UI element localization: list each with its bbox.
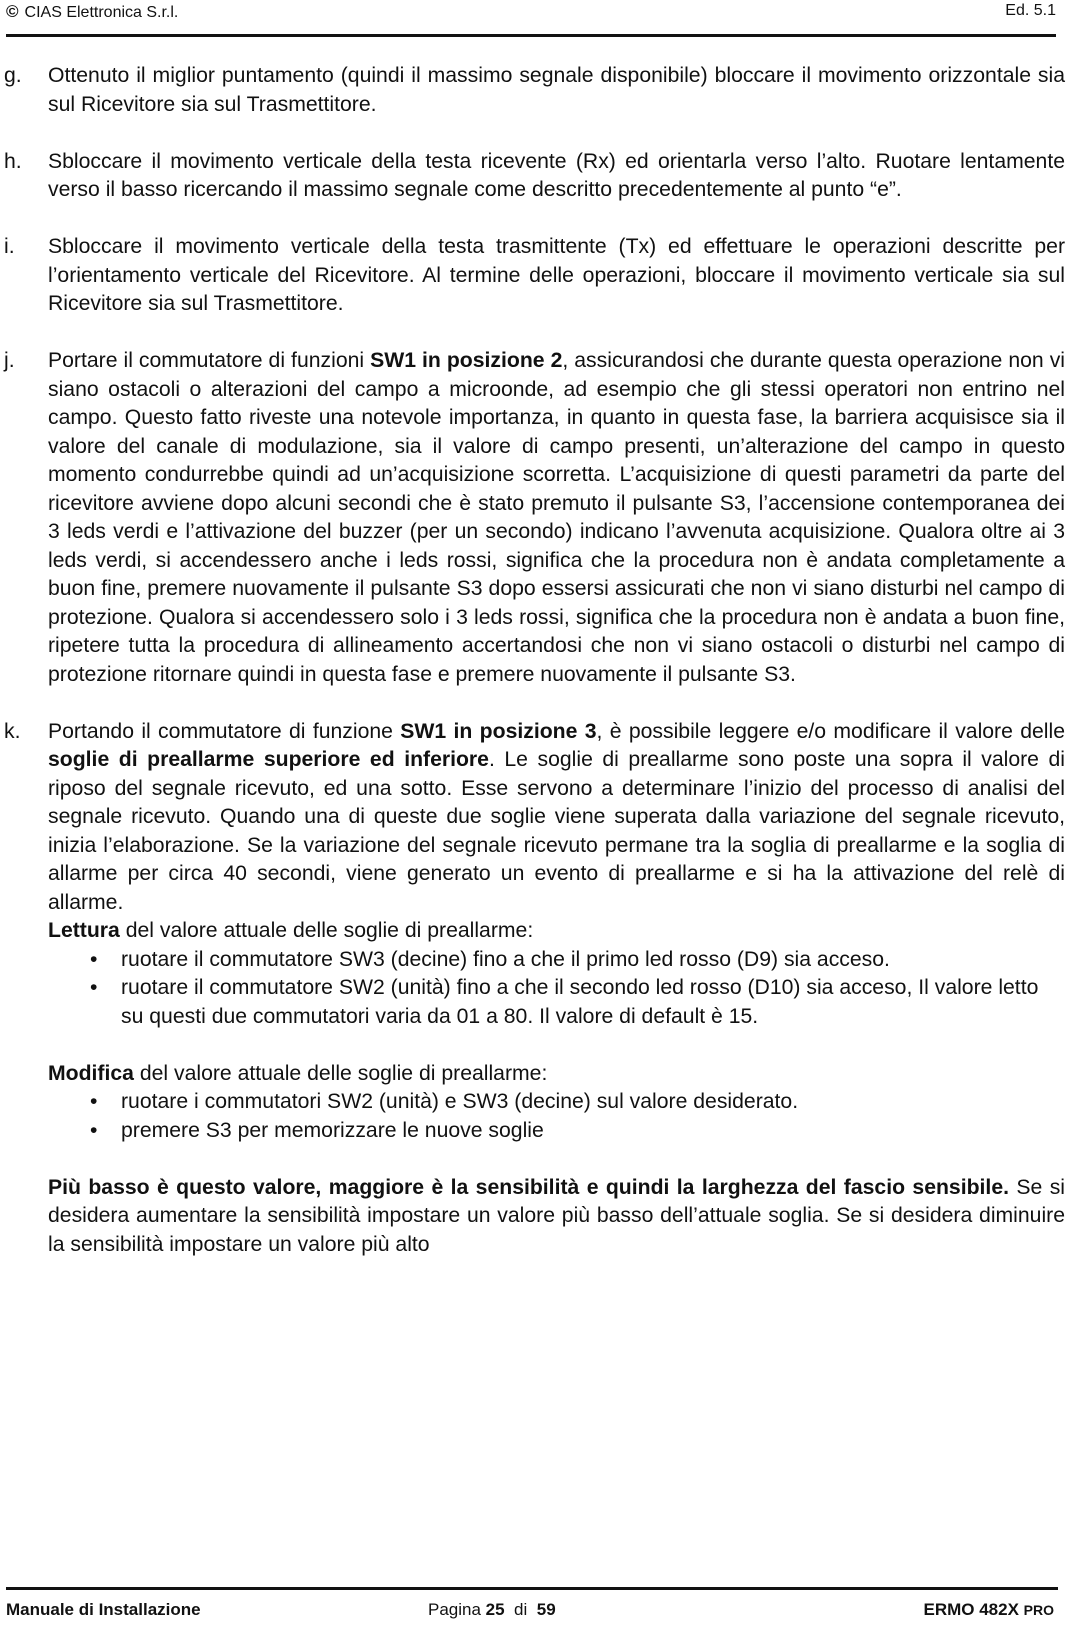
bullet-icon: •: [90, 1090, 98, 1113]
item-label: i.: [4, 235, 15, 258]
bullet-icon: •: [90, 976, 98, 999]
bullet-icon: •: [90, 1118, 98, 1142]
item-text: Portare il commutatore di funzioni SW1 in posizione 2, assicurandosi che durante questa operazione non vi siano ostacoli o alterazioni del campo a microonde, ad esempio che gli stessi operatori non entrino nel campo. Questo fatto riveste una notevole importanza, in quanto in questa fase, la barriera acquisisce sia il valore del canale di modulazione, sia il valore di campo presenti, un’alterazione del campo in questo momento condurrebbe quindi ad un’acquisizione scorretta. L’acquisizione di questi parametri da parte del ricevitore avviene dopo alcuni secondi che è stato premuto il pulsante S3, l’accensione contemporanea dei 3 leds verdi e l’attivazione del buzzer (per un secondo) indicano l’avvenuta acquisizione. Qualora oltre ai 3 leds verdi, si accendessero anche i leds rossi, significa che la procedura non è andata completamente a buon fine, premere nuovamente il pulsante S3 dopo essersi assicurati che non vi siano disturbi nel campo di protezione. Qualora si accendessero solo i 3 leds rossi, significa che la procedura non è andata a buon fine, ripetere tutta la procedura di allineamento accertandosi che non vi siano ostacoli o disturbi nel campo di protezione ritornare quindi in questa fase e premere nuovamente il pulsante S3.: [48, 349, 1066, 686]
page-footer: [6, 1587, 1058, 1631]
prealarm-thresholds: soglie di preallarme superiore ed inferiore: [48, 748, 489, 771]
sw1-position-2: SW1 in posizione 2: [370, 349, 563, 372]
product-name: ERMO 482X PRO: [923, 1600, 1054, 1619]
list-item-g: [0, 62, 1065, 119]
header-company: [6, 2, 178, 22]
modifica-heading: Modifica del valore attuale delle soglie di preallarme:: [48, 1061, 548, 1085]
bullet-item: • ruotare i commutatori SW2 (unità) e SW3 (decine) sul valore desiderato.: [48, 1088, 1065, 1117]
sw1-position-3: SW1 in posizione 3: [400, 719, 597, 743]
modifica-bullets: [48, 1088, 1065, 1145]
item-label: k.: [4, 719, 21, 743]
page-number: Pagina 25 di 59: [428, 1600, 556, 1619]
lettura-bullets: [48, 946, 1065, 1032]
list-item-h: [0, 148, 1065, 205]
item-label: g.: [4, 64, 22, 87]
list-item-i: [0, 233, 1065, 319]
list-item-k: [0, 718, 1065, 1260]
lettura-heading: Lettura del valore attuale delle soglie di preallarme:: [48, 919, 534, 942]
bullet-item: • premere S3 per memorizzare le nuove soglie: [48, 1117, 1065, 1146]
list-item-j: [0, 347, 1065, 689]
item-text: Sbloccare il movimento verticale della testa ricevente (Rx) ed orientarla verso l’alto. Ruotare lentamente verso il basso ricercando il massimo segnale come descritto precedentemente al punto “e”.: [48, 149, 1065, 201]
bullet-item: • ruotare il commutatore SW3 (decine) fino a che il primo led rosso (D9) sia acceso.: [48, 946, 1065, 975]
bullet-item: • ruotare il commutatore SW2 (unità) fino a che il secondo led rosso (D10) sia acceso, Il valore letto su questi due commutatori varia da 01 a 80. Il valore di default è 15.: [90, 976, 1039, 1028]
sensitivity-note: Più basso è questo valore, maggiore è la sensibilità e quindi la larghezza del fascio sensibile. Se si desidera aumentare la sensibilità impostare un valore più basso dell’attuale soglia. Se si desidera diminuire la sensibilità impostare un valore più alto: [48, 1175, 1065, 1256]
item-label: j.: [4, 349, 15, 372]
company-name: CIAS Elettronica S.r.l.: [24, 4, 179, 21]
item-text: Sbloccare il movimento verticale della testa trasmittente (Tx) ed effettuare le operazioni descritte per l’orientamento verticale del Ricevitore. Al termine delle operazioni, bloccare il movimento verticale sia sul Ricevitore sia sul Trasmettitore.: [48, 235, 1065, 315]
manual-title: Manuale di Installazione: [6, 1600, 201, 1619]
page-header: [6, 0, 1056, 37]
item-label: h.: [4, 149, 22, 173]
edition-label: Ed. 5.1: [1005, 2, 1056, 19]
page-body: [0, 62, 1069, 1288]
item-text: Ottenuto il miglior puntamento (quindi il massimo segnale disponibile) bloccare il movimento orizzontale sia sul Ricevitore sia sul Trasmettitore.: [48, 64, 1065, 116]
copyright-icon: ©: [6, 2, 19, 21]
bullet-icon: •: [90, 947, 98, 971]
item-text: Portando il commutatore di funzione SW1 in posizione 3, è possibile leggere e/o modificare il valore delle soglie di preallarme superiore ed inferiore. Le soglie di preallarme sono poste una sopra il valore di riposo del segnale ricevuto, ed una sotto. Esse servono a determinare l’inizio del processo di analisi del segnale ricevuto. Quando una di queste due soglie viene superata dalla variazione del segnale ricevuto, inizia l’elaborazione. Se la variazione del segnale ricevuto permane tra la soglia di preallarme e la soglia di allarme per circa 40 secondi, viene generato un evento di preallarme e si ha la attivazione del relè di allarme.: [48, 719, 1065, 914]
